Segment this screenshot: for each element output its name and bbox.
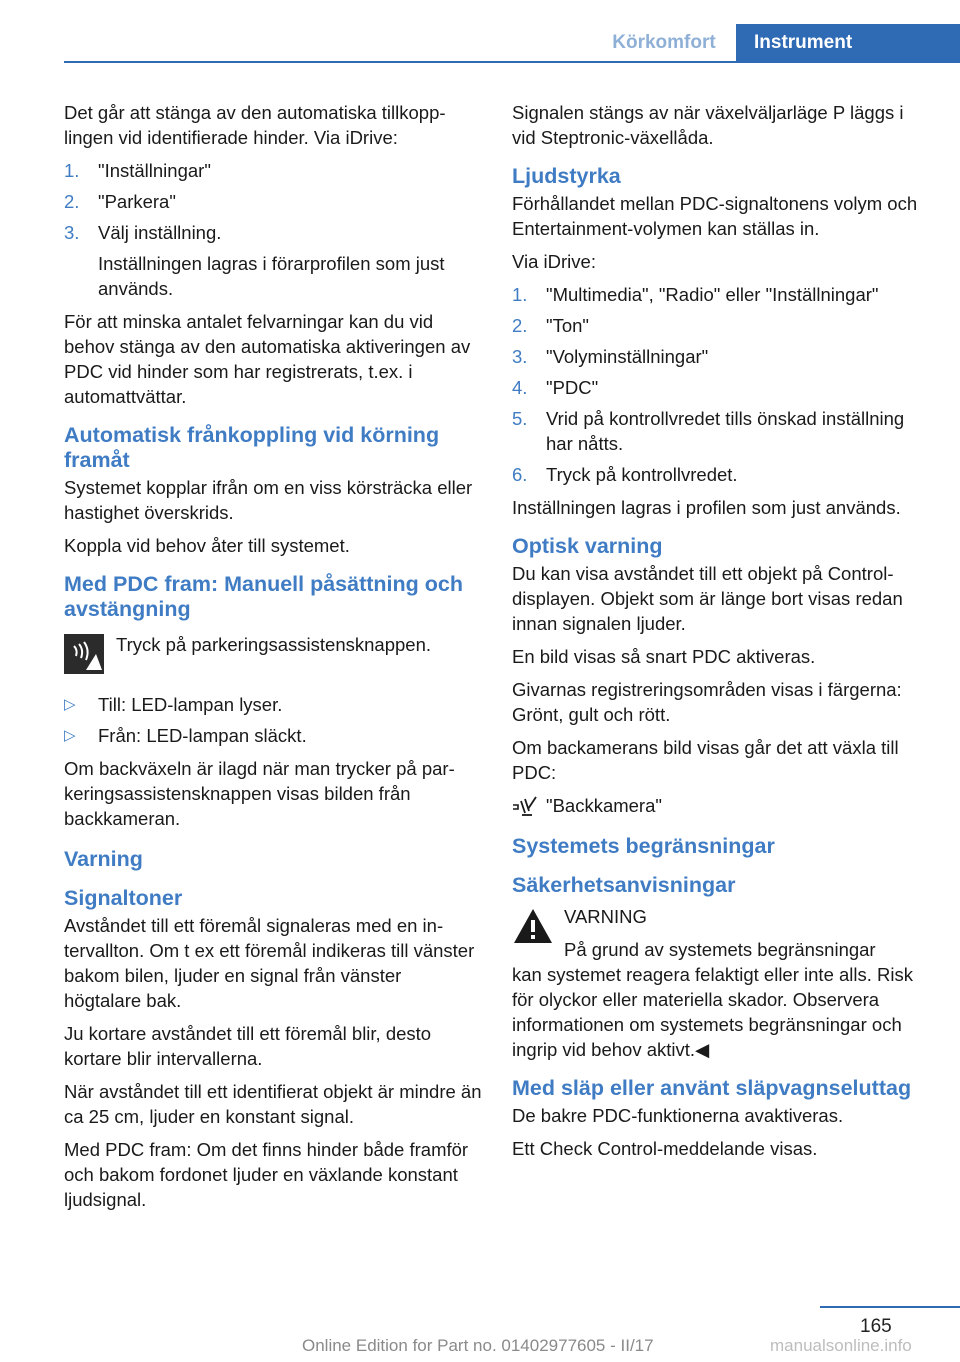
optical-paragraph-4: Om backamerans bild visas går det att växla till PDC: bbox=[512, 737, 899, 783]
step-number: 5. bbox=[512, 408, 528, 429]
step-number: 3. bbox=[512, 346, 528, 367]
signals-paragraph-1: Avståndet till ett föremål signaleras med en intervallton. Om t ex ett föremål indikeras till vänster bakom bilen, ljuder en signal från vänster högtalare bak. bbox=[64, 915, 475, 1011]
led-status-list bbox=[64, 692, 482, 748]
backup-camera-label: "Backkamera" bbox=[546, 795, 662, 816]
reverse-gear-paragraph: Om backväxeln är ilagd när man trycker på parkeringsassistensknappen visas bilden från backkameran. bbox=[64, 758, 455, 829]
step-text: "Multimedia", "Radio" eller "Inställningar" bbox=[546, 284, 879, 305]
tab-korkomfort[interactable]: Körkomfort bbox=[612, 32, 716, 53]
optical-paragraph-1: Du kan visa avståndet till ett objekt på Control-displayen. Objekt som är länge bort visas redan innan signalen ljuder. bbox=[512, 563, 903, 634]
list-item bbox=[512, 313, 930, 338]
optical-paragraph-3: Givarnas registreringsområden visas i färgerna: Grönt, gult och rött. bbox=[512, 679, 902, 725]
signals-paragraph-3: När avståndet till ett identifierat objekt är mindre än ca 25 cm, ljuder en konstant signal. bbox=[64, 1081, 482, 1127]
heading-auto-disconnect: Automatisk frånkoppling vid körning framåt bbox=[64, 423, 440, 472]
auto-paragraph-1: Systemet kopplar ifrån om en viss körsträcka eller hastighet överskrids. bbox=[64, 477, 473, 523]
triangle-bullet-icon: ▷ bbox=[64, 727, 76, 744]
step-subtext: Inställningen lagras i förarprofilen som just används. bbox=[98, 253, 445, 299]
step-number: 6. bbox=[512, 464, 528, 485]
list-item bbox=[512, 282, 930, 307]
watermark-site: manualsonline.info bbox=[770, 1336, 912, 1355]
step-number: 1. bbox=[64, 160, 80, 181]
step-number: 1. bbox=[512, 284, 528, 305]
list-item bbox=[64, 723, 482, 748]
heading-safety: Säkerhetsanvisningar bbox=[512, 873, 736, 897]
list-item bbox=[64, 220, 482, 301]
volume-paragraph-1: Förhållandet mellan PDC-signaltonens volym och Entertainment-volymen kan ställas in. bbox=[512, 193, 918, 239]
parking-assist-button-icon bbox=[64, 634, 104, 674]
step-text: Välj inställning. bbox=[98, 222, 222, 243]
tab-instrument[interactable]: Instrument bbox=[736, 24, 960, 62]
step-number: 2. bbox=[512, 315, 528, 336]
list-item bbox=[64, 158, 482, 183]
step-text: "Volyminställningar" bbox=[546, 346, 709, 367]
heading-volume: Ljudstyrka bbox=[512, 164, 621, 188]
optical-paragraph-2: En bild visas så snart PDC aktiveras. bbox=[512, 646, 816, 667]
idrive-steps-list bbox=[64, 158, 482, 301]
header-divider bbox=[64, 61, 960, 63]
warning-triangle-icon bbox=[512, 906, 554, 946]
step-text: "Inställningar" bbox=[98, 160, 211, 181]
auto-paragraph-2: Koppla vid behov åter till systemet. bbox=[64, 535, 350, 556]
warning-title: VARNING bbox=[564, 906, 647, 927]
step-text: "PDC" bbox=[546, 377, 599, 398]
heading-optical-warning: Optisk varning bbox=[512, 534, 663, 558]
step-text: "Parkera" bbox=[98, 191, 176, 212]
step-number: 4. bbox=[512, 377, 528, 398]
warning-block bbox=[512, 904, 930, 1062]
step-number: 2. bbox=[64, 191, 80, 212]
heading-manual-pdc: Med PDC fram: Manuell påsättning och avstängning bbox=[64, 572, 463, 621]
trailer-paragraph-2: Ett Check Control-meddelande visas. bbox=[512, 1138, 818, 1159]
list-item bbox=[512, 406, 930, 456]
step-text: "Ton" bbox=[546, 315, 589, 336]
backup-camera-row bbox=[512, 793, 930, 818]
step-text: Tryck på kontrollvredet. bbox=[546, 464, 738, 485]
signal-off-paragraph: Signalen stängs av när växelväljarläge P läggs i vid Steptronic-växellåda. bbox=[512, 102, 904, 148]
reduce-warnings-paragraph: För att minska antalet felvarningar kan du vid behov stänga av den automatiska aktiveringen av PDC vid hinder som har registrerats, t.ex. i automattvättar. bbox=[64, 311, 471, 407]
volume-paragraph-2: Via iDrive: bbox=[512, 251, 596, 272]
list-item bbox=[512, 375, 930, 400]
volume-paragraph-3: Inställningen lagras i profilen som just används. bbox=[512, 497, 901, 518]
signals-paragraph-2: Ju kortare avståndet till ett föremål blir, desto kortare blir intervallerna. bbox=[64, 1023, 432, 1069]
parking-sensor-icon bbox=[512, 795, 538, 817]
page-number: 165 bbox=[860, 1316, 892, 1337]
volume-steps-list bbox=[512, 282, 930, 487]
heading-warning: Varning bbox=[64, 847, 143, 871]
intro-paragraph: Det går att stänga av den automatiska tillkopplingen vid identifierade hinder. Via iDrive: bbox=[64, 102, 446, 148]
page-header bbox=[0, 0, 960, 62]
edition-label: Online Edition for Part no. 01402977605 - II/17 bbox=[302, 1336, 654, 1355]
list-item bbox=[512, 344, 930, 369]
bullet-text: Till: LED-lampan lyser. bbox=[98, 694, 283, 715]
bullet-text: Från: LED-lampan släckt. bbox=[98, 725, 307, 746]
list-item bbox=[512, 462, 930, 487]
warning-text-first-line: På grund av systemets begränsningar bbox=[564, 939, 876, 960]
heading-trailer: Med släp eller använt släpvagnseluttag bbox=[512, 1076, 912, 1100]
parking-button-instruction: Tryck på parkeringsassistensknappen. bbox=[116, 634, 431, 655]
heading-system-limits: Systemets begränsningar bbox=[512, 834, 775, 858]
step-text: Vrid på kontrollvredet tills önskad inställning har nåtts. bbox=[546, 408, 905, 454]
trailer-paragraph-1: De bakre PDC-funktionerna avaktiveras. bbox=[512, 1105, 844, 1126]
signals-paragraph-4: Med PDC fram: Om det finns hinder både framför och bakom fordonet ljuder en växlande konstant ljudsignal. bbox=[64, 1139, 469, 1210]
parking-button-row bbox=[64, 632, 482, 678]
list-item bbox=[64, 189, 482, 214]
left-column bbox=[64, 100, 482, 1220]
warning-text: kan systemet reagera felaktigt eller inte alls. Risk för olyckor eller materiella skador. Observera informationen om systemets begränsningar och ingrip vid behov aktivt.◀ bbox=[512, 964, 914, 1060]
right-column bbox=[512, 100, 930, 1169]
step-number: 3. bbox=[64, 222, 80, 243]
heading-signal-tones: Signaltoner bbox=[64, 886, 183, 910]
triangle-bullet-icon: ▷ bbox=[64, 696, 76, 713]
footer-divider bbox=[820, 1306, 960, 1308]
list-item bbox=[64, 692, 482, 717]
